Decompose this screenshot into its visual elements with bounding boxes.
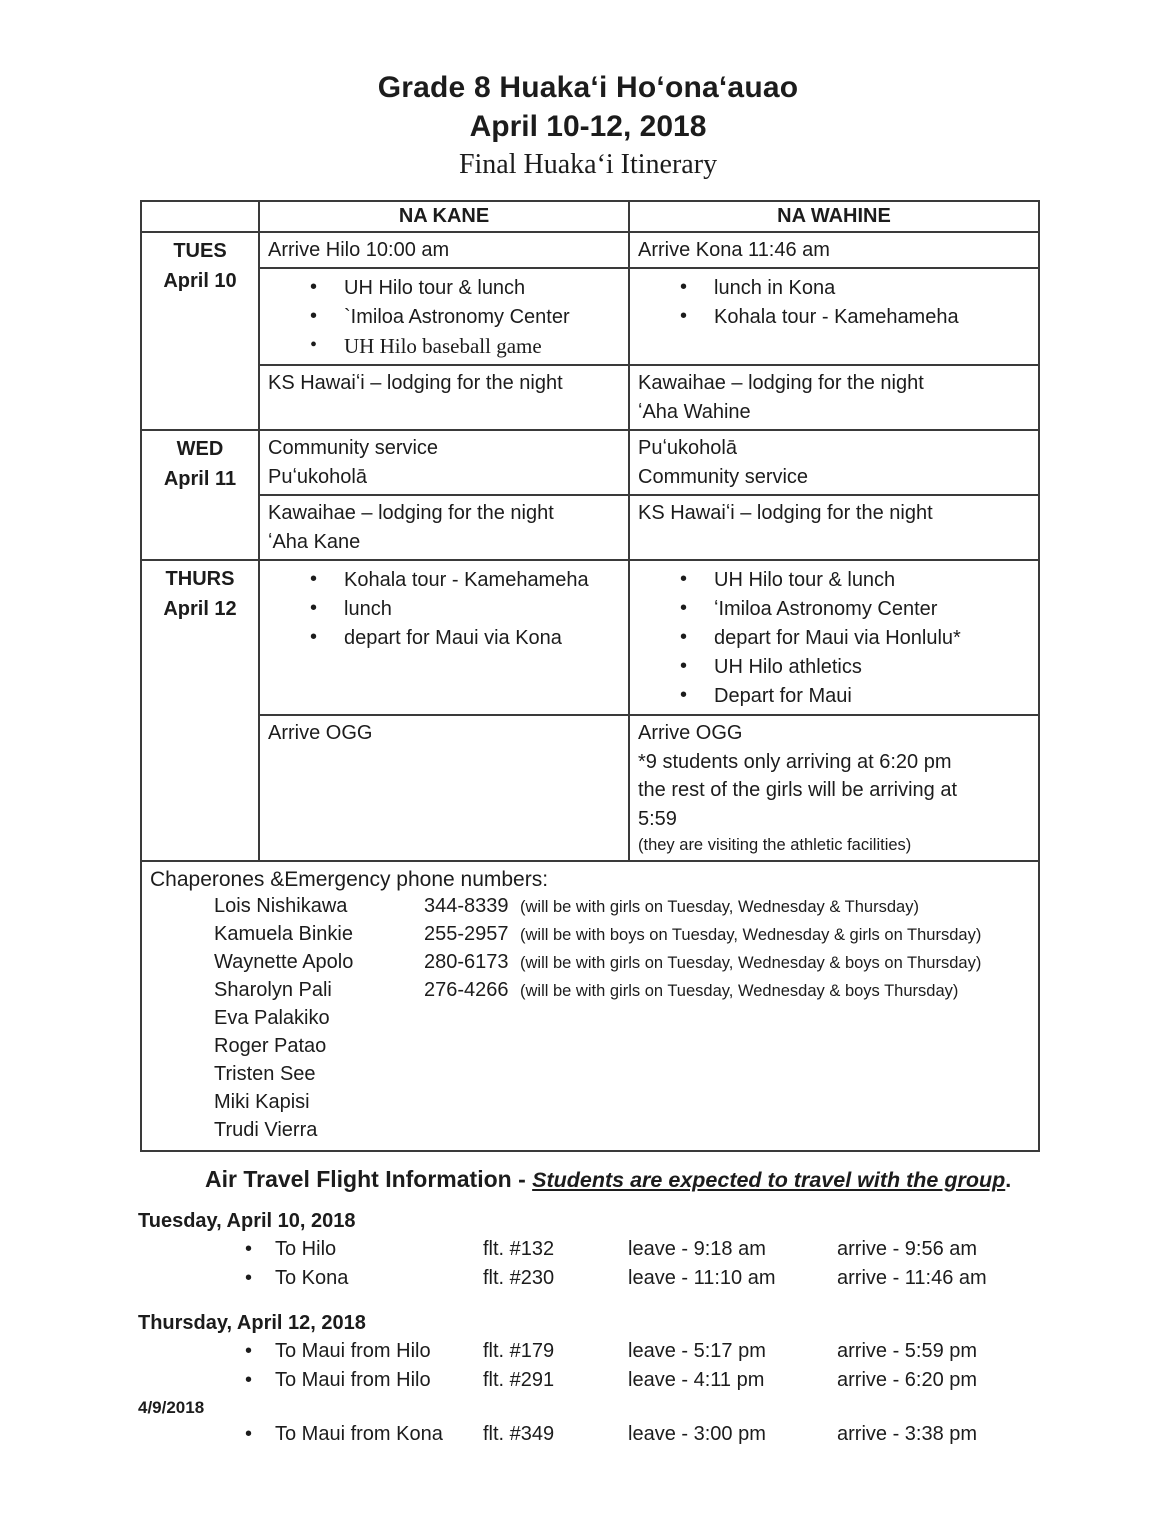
flight-destination: To Maui from Hilo	[275, 1369, 431, 1391]
chaperone-note: (will be with girls on Tuesday, Wednesday & boys Thursday)	[520, 982, 959, 1000]
flight-arrive-time: arrive - 9:56 am	[837, 1238, 978, 1260]
chaperone-phone: 280-6173	[424, 951, 509, 973]
flight-arrive-time: arrive - 6:20 pm	[837, 1369, 978, 1391]
chaperone-phone: 276-4266	[424, 979, 509, 1001]
chaperone-entry	[214, 979, 1030, 1007]
tues-arrive-row	[141, 232, 1039, 268]
list-item: • UH Hilo tour & lunch	[308, 274, 620, 303]
flight-number: flt. #349	[483, 1423, 555, 1445]
chaperone-name: Lois Nishikawa	[214, 895, 348, 917]
list-item: • lunch in Kona	[678, 274, 1030, 303]
flight-number: flt. #132	[483, 1238, 555, 1260]
flight-arrive-time: arrive - 11:46 am	[837, 1267, 987, 1289]
flight-row	[245, 1420, 1176, 1449]
lodging-line: KS Hawaiʻi – lodging for the night	[268, 372, 563, 394]
flight-arrive-time: arrive - 5:59 pm	[837, 1340, 978, 1362]
tues-activities-row	[141, 268, 1039, 365]
tues-date-label: April 10	[163, 270, 237, 292]
flight-section-date-tuesday: Tuesday, April 10, 2018	[138, 1210, 356, 1232]
tues-kane-activity-list	[308, 274, 620, 361]
chaperone-entry	[214, 923, 1030, 951]
thurs-wahine-arrive-cell	[629, 715, 1039, 861]
chaperone-name: Sharolyn Pali	[214, 979, 332, 1001]
lodging-line: Kawaihae – lodging for the night	[268, 502, 554, 524]
chaperone-name: Trudi Vierra	[214, 1119, 318, 1141]
thurs-date-label: April 12	[163, 598, 237, 620]
thurs-wahine-activities-cell	[629, 560, 1039, 715]
wed-day-label: WED	[176, 438, 224, 460]
list-item: • `Imiloa Astronomy Center	[308, 303, 620, 332]
flight-destination: To Maui from Hilo	[275, 1340, 431, 1362]
bullet-icon: •	[245, 1340, 253, 1362]
flight-destination: To Maui from Kona	[275, 1423, 443, 1445]
tues-kane-activities-cell	[259, 268, 629, 365]
na-kane-column-header: NA KANE	[259, 201, 629, 232]
arrive-footnote: (they are visiting the athletic facilities)	[638, 836, 912, 854]
service-line: Community service	[268, 437, 439, 459]
tues-wahine-lodging-cell	[629, 365, 1039, 430]
list-item: • Kohala tour - Kamehameha	[678, 303, 1030, 332]
arrive-line: Arrive OGG	[638, 722, 743, 744]
flight-row	[245, 1337, 1176, 1366]
flight-leave-time: leave - 9:18 am	[628, 1238, 766, 1260]
itinerary-table	[140, 200, 1040, 1152]
list-item: • lunch	[308, 595, 620, 624]
wed-service-row	[141, 430, 1039, 495]
flight-arrive-time: arrive - 3:38 pm	[837, 1423, 978, 1445]
footer-date: 4/9/2018	[138, 1398, 205, 1417]
bullet-icon: •	[245, 1238, 253, 1260]
bullet-icon: •	[245, 1369, 253, 1391]
table-header-row	[141, 201, 1039, 232]
arrive-line: the rest of the girls will be arriving at	[638, 779, 958, 801]
chaperone-entry	[214, 1091, 1030, 1119]
bullet-icon: •	[245, 1423, 253, 1445]
flight-number: flt. #230	[483, 1267, 555, 1289]
lodging-line: Kawaihae – lodging for the night	[638, 372, 924, 394]
arrive-line: 5:59	[638, 807, 677, 830]
air-travel-note-period: .	[1005, 1168, 1012, 1192]
chaperone-entry	[214, 895, 1030, 923]
chaperone-name: Miki Kapisi	[214, 1091, 310, 1113]
list-item: • UH Hilo baseball game	[308, 332, 620, 361]
bullet-icon: •	[245, 1267, 253, 1289]
wed-lodging-row	[141, 495, 1039, 560]
wed-kane-service-cell	[259, 430, 629, 495]
tues-day-label: TUES	[173, 240, 227, 262]
service-line: Community service	[638, 465, 809, 488]
air-travel-heading-line	[205, 1164, 1176, 1195]
air-travel-heading: Air Travel Flight Information	[205, 1166, 512, 1192]
chaperone-name: Waynette Apolo	[214, 951, 354, 973]
thurs-kane-activities-cell	[259, 560, 629, 715]
thurs-kane-arrive-cell: Arrive OGG	[259, 715, 629, 861]
day-column-header	[141, 201, 259, 232]
document-date-range: April 10-12, 2018	[469, 110, 707, 143]
chaperone-entry	[214, 1035, 1030, 1063]
chaperone-phone: 255-2957	[424, 923, 509, 945]
wed-wahine-lodging-cell	[629, 495, 1039, 560]
list-item: • UH Hilo athletics	[678, 653, 1030, 682]
tues-wahine-arrive-cell: Arrive Kona 11:46 am	[629, 232, 1039, 268]
list-item: • ʻImiloa Astronomy Center	[678, 595, 1030, 624]
flight-row	[245, 1264, 1176, 1293]
tues-wahine-activities-cell	[629, 268, 1039, 365]
thurs-day-cell	[141, 560, 259, 861]
arrive-line: *9 students only arriving at 6:20 pm	[638, 750, 952, 773]
flight-leave-time: leave - 4:11 pm	[628, 1369, 765, 1391]
lodging-line: ʻAha Wahine	[638, 400, 751, 423]
flight-leave-time: leave - 5:17 pm	[628, 1340, 766, 1362]
chaperones-heading: Chaperones &Emergency phone numbers:	[150, 868, 549, 891]
wed-date-label: April 11	[163, 468, 237, 490]
flight-row	[245, 1366, 1176, 1395]
tues-wahine-activity-list	[678, 274, 1030, 332]
chaperone-entry	[214, 1007, 1030, 1035]
thurs-day-label: THURS	[165, 568, 235, 590]
tues-kane-arrive-cell: Arrive Hilo 10:00 am	[259, 232, 629, 268]
chaperones-cell	[141, 861, 1039, 1151]
thurs-wahine-activity-list	[678, 566, 1030, 711]
chaperone-entry	[214, 1119, 1030, 1147]
title-block	[0, 0, 1176, 184]
wed-kane-lodging-cell	[259, 495, 629, 560]
chaperone-name: Eva Palakiko	[214, 1007, 330, 1029]
tues-day-cell	[141, 232, 259, 430]
service-line: Puʻukoholā	[638, 437, 737, 459]
flight-number: flt. #291	[483, 1369, 555, 1391]
chaperone-name: Kamuela Binkie	[214, 923, 353, 945]
flight-row	[245, 1235, 1176, 1264]
chaperones-row	[141, 861, 1039, 1151]
flight-leave-time: leave - 11:10 am	[628, 1267, 776, 1289]
chaperone-entry	[214, 951, 1030, 979]
tues-kane-lodging-cell	[259, 365, 629, 430]
lodging-line: KS Hawaiʻi – lodging for the night	[638, 502, 933, 524]
flight-destination: To Hilo	[275, 1238, 337, 1260]
chaperone-name: Roger Patao	[214, 1035, 327, 1057]
chaperone-note: (will be with boys on Tuesday, Wednesday & girls on Thursday)	[520, 926, 982, 944]
air-travel-note: Students are expected to travel with the group	[532, 1168, 1006, 1192]
wed-day-cell	[141, 430, 259, 560]
list-item: • UH Hilo tour & lunch	[678, 566, 1030, 595]
list-item: • Kohala tour - Kamehameha	[308, 566, 620, 595]
flight-number: flt. #179	[483, 1340, 555, 1362]
thurs-arrive-row	[141, 715, 1039, 861]
tues-lodging-row	[141, 365, 1039, 430]
list-item: • Depart for Maui	[678, 682, 1030, 711]
thurs-kane-activity-list	[308, 566, 620, 653]
chaperone-note: (will be with girls on Tuesday, Wednesday & boys on Thursday)	[520, 954, 982, 972]
list-item: • depart for Maui via Honlulu*	[678, 624, 1030, 653]
chaperone-note: (will be with girls on Tuesday, Wednesday & Thursday)	[520, 898, 919, 916]
chaperone-name: Tristen See	[214, 1063, 316, 1085]
flight-destination: To Kona	[275, 1267, 349, 1289]
chaperone-phone: 344-8339	[424, 895, 509, 917]
na-wahine-column-header: NA WAHINE	[629, 201, 1039, 232]
chaperone-entry	[214, 1063, 1030, 1091]
flight-leave-time: leave - 3:00 pm	[628, 1423, 766, 1445]
air-travel-separator: -	[518, 1166, 526, 1192]
lodging-line: ʻAha Kane	[268, 530, 361, 553]
document-title: Grade 8 Huakaʻi Hoʻonaʻauao	[377, 71, 799, 104]
service-line: Puʻukoholā	[268, 465, 367, 488]
document-subtitle: Final Huakaʻi Itinerary	[458, 149, 718, 180]
thurs-activities-row	[141, 560, 1039, 715]
list-item: • depart for Maui via Kona	[308, 624, 620, 653]
flight-section-date-thursday: Thursday, April 12, 2018	[138, 1312, 366, 1334]
wed-wahine-service-cell	[629, 430, 1039, 495]
